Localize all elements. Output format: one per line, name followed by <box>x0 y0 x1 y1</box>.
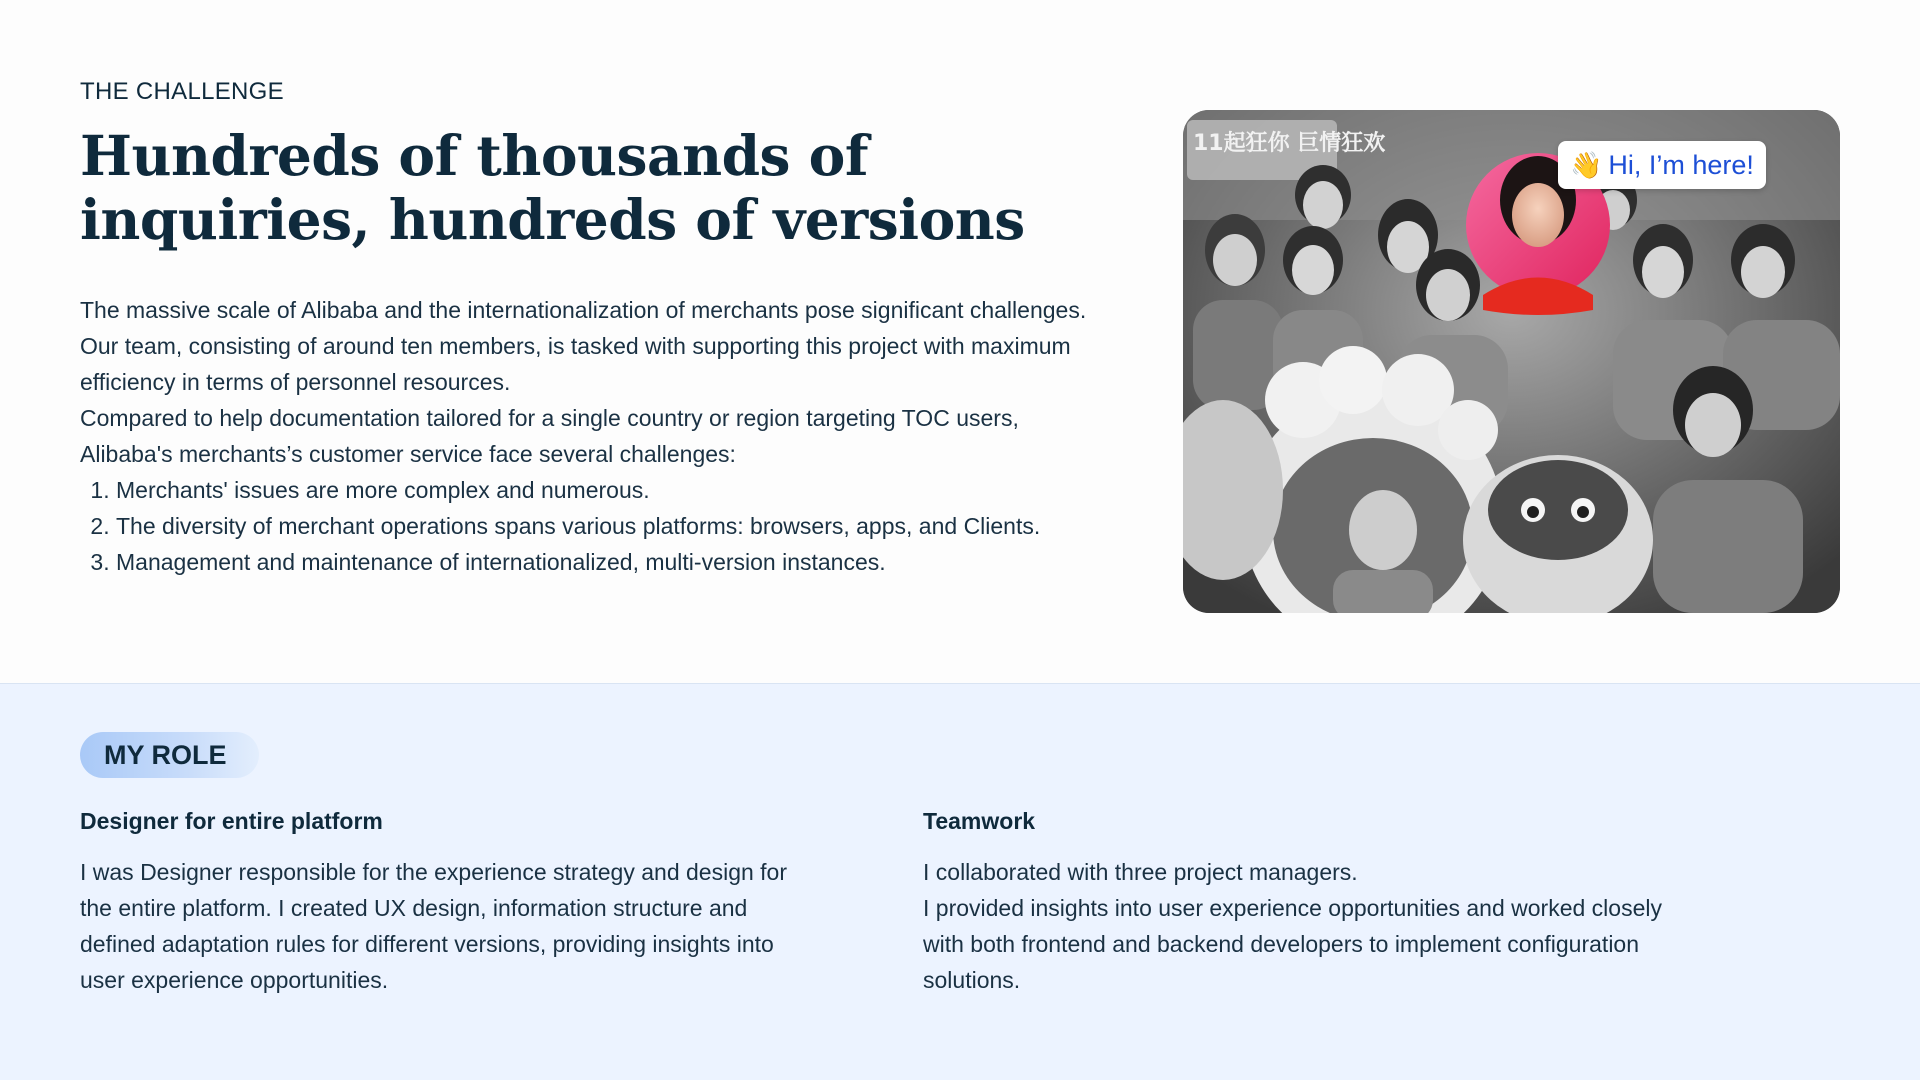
designer-text: I was Designer responsible for the experience strategy and design for the entire platform. I created UX design, information structure and defined adaptation rules for different versions, providing insights into user experience opportunities. <box>80 859 788 993</box>
teamwork-text: I collaborated with three project managers. I provided insights into user experience opportunities and worked closely with both frontend and backend developers to implement configuration solutions. <box>923 859 1662 993</box>
designer-title: Designer for entire platform <box>80 808 383 834</box>
challenge-point: 2. The diversity of merchant operations spans various platforms: browsers, apps, and Clients. <box>116 508 1110 544</box>
section-eyebrow: THE CHALLENGE <box>80 78 284 105</box>
challenge-point: 3. Management and maintenance of internationalized, multi-version instances. <box>116 544 1110 580</box>
challenge-point: 1. Merchants' issues are more complex and numerous. <box>116 472 1110 508</box>
teamwork-column <box>923 806 1663 998</box>
challenge-headline <box>80 124 1100 252</box>
hi-speech-bubble <box>1558 141 1766 189</box>
challenge-list <box>80 472 1110 580</box>
designer-column <box>80 806 820 998</box>
bubble-text: Hi, I’m here! <box>1608 149 1754 180</box>
headline-line-1: Hundreds of thousands of <box>80 123 868 188</box>
teamwork-title: Teamwork <box>923 808 1036 834</box>
waving-hand-icon: 👋 <box>1570 149 1603 180</box>
my-role-section <box>0 684 1920 1080</box>
my-role-pill: MY ROLE <box>80 732 259 778</box>
challenge-intro: The massive scale of Alibaba and the internationalization of merchants pose significant challenges. Our team, consisting of around ten members, is tasked with supporting this project with maximum efficiency in terms of personnel resources. <box>80 297 1087 395</box>
challenge-body <box>80 292 1110 580</box>
photo-sign-text: 11起狂你 巨情狂欢 <box>1193 131 1386 156</box>
challenge-comparison: Compared to help documentation tailored for a single country or region targeting TOC users, Alibaba's merchants’s customer service face several challenges: <box>80 405 1019 467</box>
headline-line-2: inquiries, hundreds of versions <box>80 187 1025 252</box>
